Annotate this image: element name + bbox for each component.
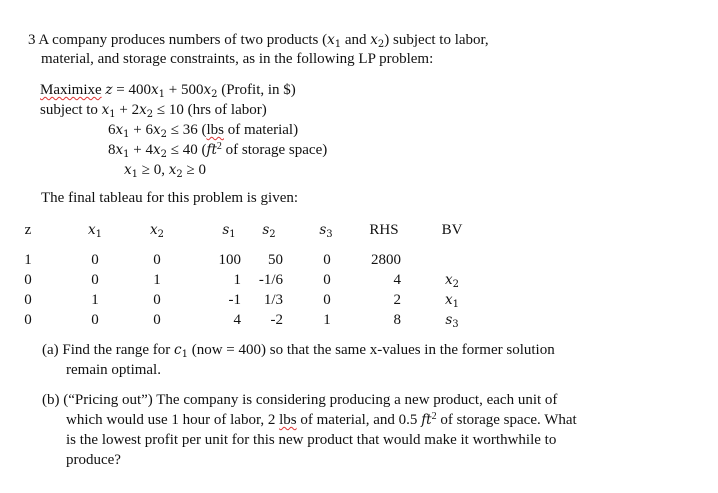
text: and	[341, 32, 371, 48]
superscript: 2	[216, 141, 222, 152]
math-var: x	[124, 162, 132, 178]
constraint-storage	[108, 142, 327, 159]
text: subject to	[40, 102, 102, 118]
objective-function	[40, 82, 296, 99]
math-var: s	[222, 222, 230, 238]
subscript: 1	[131, 169, 138, 180]
subscript: 1	[334, 39, 342, 50]
superscript: 2	[431, 411, 437, 422]
tableau-cell	[445, 272, 459, 289]
question-b	[66, 432, 556, 449]
math-var: s	[445, 312, 453, 328]
tableau-cell: 4	[393, 272, 401, 288]
question-b	[66, 412, 577, 429]
tableau-cell	[445, 292, 459, 309]
text: z	[24, 222, 32, 238]
constraint-labor	[40, 102, 267, 119]
math-var: x	[115, 122, 124, 138]
math-var: x	[101, 102, 110, 118]
nonnegativity	[124, 162, 206, 179]
tableau-intro	[41, 190, 298, 207]
math-var: z	[105, 82, 113, 98]
text: of material)	[223, 122, 299, 138]
question-b	[66, 452, 121, 469]
tableau-header	[25, 222, 32, 239]
subscript: 1	[452, 299, 459, 310]
text: (b) (“Pricing out”) The company is considering producing a new product, each unit of	[42, 392, 558, 408]
math-var: x	[152, 122, 161, 138]
tableau-cell: 0	[24, 312, 32, 328]
math-var: s	[262, 222, 270, 238]
tableau-cell	[445, 312, 458, 329]
text: BV	[441, 222, 463, 238]
subscript: 2	[176, 169, 183, 180]
tableau-cell: 1	[153, 272, 161, 288]
tableau-cell: 0	[91, 312, 99, 328]
subscript: 2	[157, 229, 164, 240]
tableau-cell: 2800	[371, 252, 401, 268]
subscript: 2	[160, 149, 167, 160]
tableau-cell: -1	[228, 292, 241, 308]
subscript: 1	[123, 149, 130, 160]
text: ≤ 10 (hrs of labor)	[153, 102, 267, 118]
text: is the lowest profit per unit for this new product that would make it worthwhile to	[66, 432, 557, 448]
text: ≥ 0,	[138, 162, 169, 178]
text: Maximixe	[40, 82, 102, 98]
constraint-material	[108, 122, 298, 139]
problem-statement	[41, 51, 433, 68]
subscript: 1	[229, 229, 236, 240]
tableau-cell: 4	[233, 312, 241, 328]
text: + 6	[129, 122, 153, 138]
tableau-cell: 0	[24, 272, 32, 288]
text: ≤ 36 (	[166, 122, 207, 138]
tableau-cell: 50	[268, 252, 283, 268]
tableau-cell: 1/3	[263, 292, 283, 308]
tableau-cell: 0	[153, 292, 161, 308]
tableau-cell: 0	[323, 272, 331, 288]
tableau-cell: 2	[393, 292, 401, 308]
tableau-cell: 0	[91, 272, 99, 288]
text: lbs	[206, 122, 224, 138]
tableau-header	[369, 222, 398, 239]
text: of material, and 0.5	[296, 412, 422, 428]
subscript: 2	[211, 89, 218, 100]
tableau-header	[88, 222, 102, 239]
subscript: 2	[377, 39, 385, 50]
tableau-cell: 0	[323, 292, 331, 308]
text: 3 A company produces numbers of two products (	[28, 32, 328, 48]
text: + 500	[165, 82, 204, 98]
text: RHS	[369, 222, 399, 238]
tableau-cell: 0	[153, 252, 161, 268]
subscript: 3	[326, 229, 333, 240]
tableau-cell: 1	[24, 252, 32, 268]
math-var: s	[319, 222, 327, 238]
tableau-header	[442, 222, 463, 239]
tableau-cell: 8	[393, 312, 401, 328]
text: of storage space)	[221, 142, 328, 158]
math-var: ft	[421, 412, 432, 428]
math-var: x	[370, 32, 378, 48]
question-b	[42, 392, 557, 409]
problem-statement	[28, 32, 489, 49]
text: produce?	[66, 452, 121, 468]
tableau-header	[150, 222, 164, 239]
tableau-cell: -1/6	[258, 272, 283, 288]
text: of storage space. What	[436, 412, 577, 428]
text: + 2	[115, 102, 140, 118]
subscript: 1	[181, 349, 188, 360]
question-a	[66, 362, 161, 379]
math-var: x	[115, 142, 124, 158]
tableau-header	[262, 222, 275, 239]
math-var: x	[327, 32, 335, 48]
subscript: 2	[160, 129, 167, 140]
subscript: 1	[109, 109, 116, 120]
tableau-cell: 1	[323, 312, 331, 328]
subscript: 1	[158, 89, 165, 100]
math-var: x	[445, 272, 453, 288]
text: = 400	[112, 82, 151, 98]
math-var: x	[152, 142, 161, 158]
text: (a) Find the range for	[42, 342, 175, 358]
text: 8	[108, 142, 116, 158]
text: material, and storage constraints, as in the following LP problem:	[41, 51, 434, 67]
math-var: c	[174, 342, 182, 358]
text: ≥ 0	[182, 162, 206, 178]
text: (Profit, in $)	[217, 82, 296, 98]
text: ≤ 40 (	[166, 142, 207, 158]
tableau-cell: 0	[323, 252, 331, 268]
tableau-cell: 0	[24, 292, 32, 308]
tableau-cell: 1	[91, 292, 99, 308]
text: ) subject to labor,	[384, 32, 489, 48]
text: 6	[108, 122, 116, 138]
text: remain optimal.	[66, 362, 161, 378]
subscript: 2	[452, 279, 459, 290]
math-var: x	[150, 222, 158, 238]
math-var: x	[445, 292, 453, 308]
subscript: 3	[452, 319, 459, 330]
tableau-header	[319, 222, 332, 239]
subscript: 2	[146, 109, 154, 120]
tableau-cell: -2	[270, 312, 283, 328]
subscript: 2	[269, 229, 276, 240]
question-a	[42, 342, 555, 359]
text: which would use 1 hour of labor, 2	[66, 412, 280, 428]
math-var: x	[203, 82, 212, 98]
text: + 4	[129, 142, 153, 158]
text: (now = 400) so that the same x-values in the former solution	[187, 342, 555, 358]
math-var: x	[88, 222, 96, 238]
tableau-cell: 0	[153, 312, 161, 328]
tableau-cell: 100	[218, 252, 241, 268]
math-var: ft	[206, 142, 217, 158]
math-var: x	[151, 82, 159, 98]
tableau-cell: 0	[91, 252, 99, 268]
text: The final tableau for this problem is given:	[41, 190, 299, 206]
tableau-header	[222, 222, 235, 239]
tableau-cell: 1	[233, 272, 241, 288]
subscript: 1	[95, 229, 102, 240]
math-var: x	[168, 162, 177, 178]
subscript: 1	[123, 129, 130, 140]
text: lbs	[279, 412, 297, 428]
math-var: x	[139, 102, 147, 118]
